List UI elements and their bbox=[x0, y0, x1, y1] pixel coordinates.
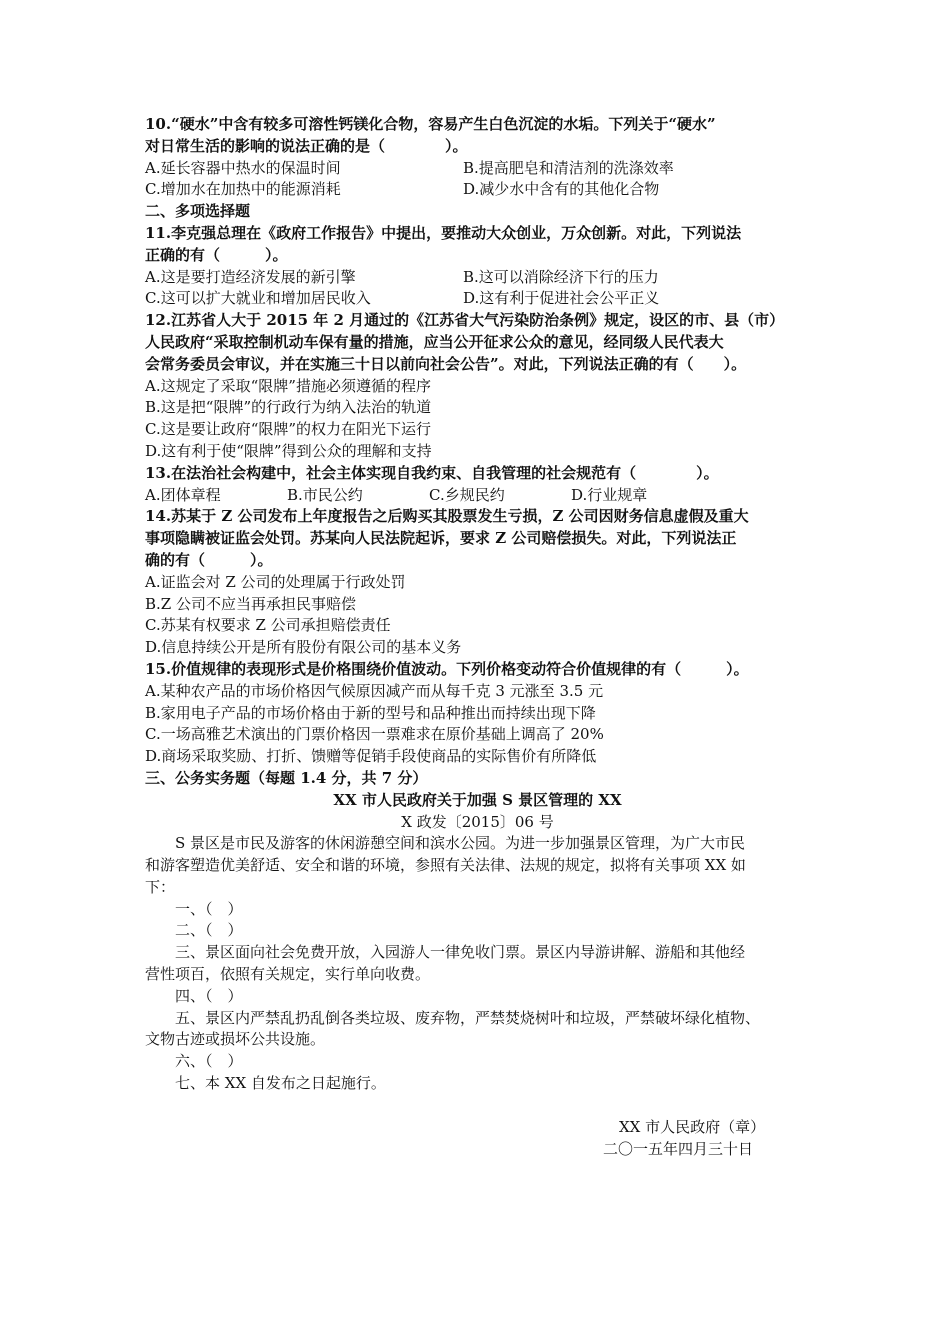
doc-item-6: 六、（ ） bbox=[175, 1052, 243, 1071]
q15-option-a: A.某种农产品的市场价格因气候原因减产而从每千克 3 元涨至 3.5 元 bbox=[145, 681, 604, 700]
q13-option-a: A.团体章程 bbox=[145, 485, 221, 504]
spacer bbox=[145, 1095, 810, 1117]
doc-number: X 政发〔2015〕06 号 bbox=[401, 812, 554, 831]
q12-stem-line1: 12.江苏省人大于 2015 年 2 月通过的《江苏省大气污染防治条例》规定，设区的市、县（市） bbox=[145, 311, 785, 330]
q15-option-d: D.商场采取奖励、打折、馈赠等促销手段使商品的实际售价有所降低 bbox=[145, 747, 597, 766]
doc-intro-line2: 和游客塑造优美舒适、安全和谐的环境，参照有关法律、法规的规定，拟将有关事项 XX 如 bbox=[145, 856, 746, 875]
q10-options-row2 bbox=[145, 179, 810, 201]
q14-option-a: A.证监会对 Z 公司的处理属于行政处罚 bbox=[145, 572, 406, 591]
q13-options-row bbox=[145, 485, 810, 507]
q14-option-b: B.Z 公司不应当再承担民事赔偿 bbox=[145, 594, 356, 613]
q11-option-a: A.这是要打造经济发展的新引擎 bbox=[145, 267, 356, 286]
doc-item-2: 二、（ ） bbox=[175, 921, 243, 940]
q12-option-b: B.这是把“限牌”的行政行为纳入法治的轨道 bbox=[145, 398, 432, 417]
q13-option-c: C.乡规民约 bbox=[429, 485, 505, 504]
q11-option-c: C.这可以扩大就业和增加居民收入 bbox=[145, 289, 371, 308]
q10-option-d: D.减少水中含有的其他化合物 bbox=[463, 180, 660, 199]
q10-stem-line1: 10.“硬水”中含有较多可溶性钙镁化合物，容易产生白色沉淀的水垢。下列关于“硬水” bbox=[145, 115, 716, 133]
q12-stem-line2: 人民政府“采取控制机动车保有量的措施，应当公开征求公众的意见，经同级人民代表大 bbox=[145, 332, 724, 351]
q11-stem-line2: 正确的有（ ）。 bbox=[145, 245, 288, 264]
q11-option-b: B.这可以消除经济下行的压力 bbox=[463, 267, 659, 286]
q13-option-d: D.行业规章 bbox=[571, 485, 648, 504]
q11-stem-line1: 11.李克强总理在《政府工作报告》中提出，要推动大众创业，万众创新。对此，下列说法 bbox=[145, 223, 742, 242]
doc-title: XX 市人民政府关于加强 S 景区管理的 XX bbox=[333, 790, 622, 809]
section-heading-multiple-choice: 二、多项选择题 bbox=[145, 202, 251, 221]
doc-item-3-line2: 营性项百，依照有关规定，实行单向收费。 bbox=[145, 965, 431, 984]
q11-options-row2 bbox=[145, 288, 810, 310]
q10-options-row1 bbox=[145, 158, 810, 180]
doc-item-3-line1: 三、景区面向社会免费开放，入园游人一律免收门票。景区内导游讲解、游船和其他经 bbox=[175, 943, 746, 962]
q10-option-a: A.延长容器中热水的保温时间 bbox=[145, 158, 341, 177]
q13-stem-line1: 13.在法治社会构建中，社会主体实现自我约束、自我管理的社会规范有（ ）。 bbox=[145, 463, 719, 482]
q10-option-c: C.增加水在加热中的能源消耗 bbox=[145, 180, 341, 199]
q12-option-a: A.这规定了采取“限牌”措施必须遵循的程序 bbox=[145, 376, 431, 395]
doc-item-5-line2: 文物古迹或损坏公共设施。 bbox=[145, 1030, 326, 1049]
q14-stem-line3: 确的有（ ）。 bbox=[145, 550, 273, 569]
doc-signature: XX 市人民政府（章） bbox=[619, 1117, 766, 1136]
document-page bbox=[145, 114, 810, 1160]
q12-option-d: D.这有利于使“限牌”得到公众的理解和支持 bbox=[145, 441, 432, 460]
q15-option-c: C.一场高雅艺术演出的门票价格因一票难求在原价基础上调高了 20% bbox=[145, 725, 604, 744]
q12-stem-line3: 会常务委员会审议，并在实施三十日以前向社会公告”。对此，下列说法正确的有（ ）。 bbox=[145, 354, 747, 373]
q14-option-d: D.信息持续公开是所有股份有限公司的基本义务 bbox=[145, 638, 462, 657]
doc-intro-line3: 下： bbox=[145, 877, 176, 896]
q11-options-row1 bbox=[145, 267, 810, 289]
section-heading-official-practice: 三、公务实务题（每题 1.4 分，共 7 分） bbox=[145, 768, 428, 787]
doc-intro-line1: S 景区是市民及游客的休闲游憩空间和滨水公园。为进一步加强景区管理，为广大市民 bbox=[175, 834, 746, 853]
q14-stem-line1: 14.苏某于 Z 公司发布上年度报告之后购买其股票发生亏损，Z 公司因财务信息虚假及重大 bbox=[145, 507, 749, 526]
q11-option-d: D.这有利于促进社会公平正义 bbox=[463, 289, 660, 308]
q15-stem-line1: 15.价值规律的表现形式是价格围绕价值波动。下列价格变动符合价值规律的有（ ）。 bbox=[145, 659, 749, 678]
doc-date: 二〇一五年四月三十日 bbox=[603, 1139, 754, 1158]
q14-option-c: C.苏某有权要求 Z 公司承担赔偿责任 bbox=[145, 616, 391, 635]
q10-option-b: B.提高肥皂和清洁剂的洗涤效率 bbox=[463, 158, 674, 177]
doc-item-4: 四、（ ） bbox=[175, 986, 243, 1005]
doc-item-7: 七、本 XX 自发布之日起施行。 bbox=[175, 1074, 386, 1093]
q14-stem-line2: 事项隐瞒被证监会处罚。苏某向人民法院起诉，要求 Z 公司赔偿损失。对此，下列说法正 bbox=[145, 529, 737, 548]
doc-item-5-line1: 五、景区内严禁乱扔乱倒各类垃圾、废弃物，严禁焚烧树叶和垃圾，严禁破坏绿化植物、 bbox=[175, 1008, 761, 1027]
doc-item-1: 一、（ ） bbox=[175, 899, 243, 918]
q10-stem-line2: 对日常生活的影响的说法正确的是（ ）。 bbox=[145, 136, 468, 155]
q12-option-c: C.这是要让政府“限牌”的权力在阳光下运行 bbox=[145, 420, 432, 439]
q15-option-b: B.家用电子产品的市场价格由于新的型号和品种推出而持续出现下降 bbox=[145, 703, 596, 722]
q13-option-b: B.市民公约 bbox=[287, 485, 363, 504]
